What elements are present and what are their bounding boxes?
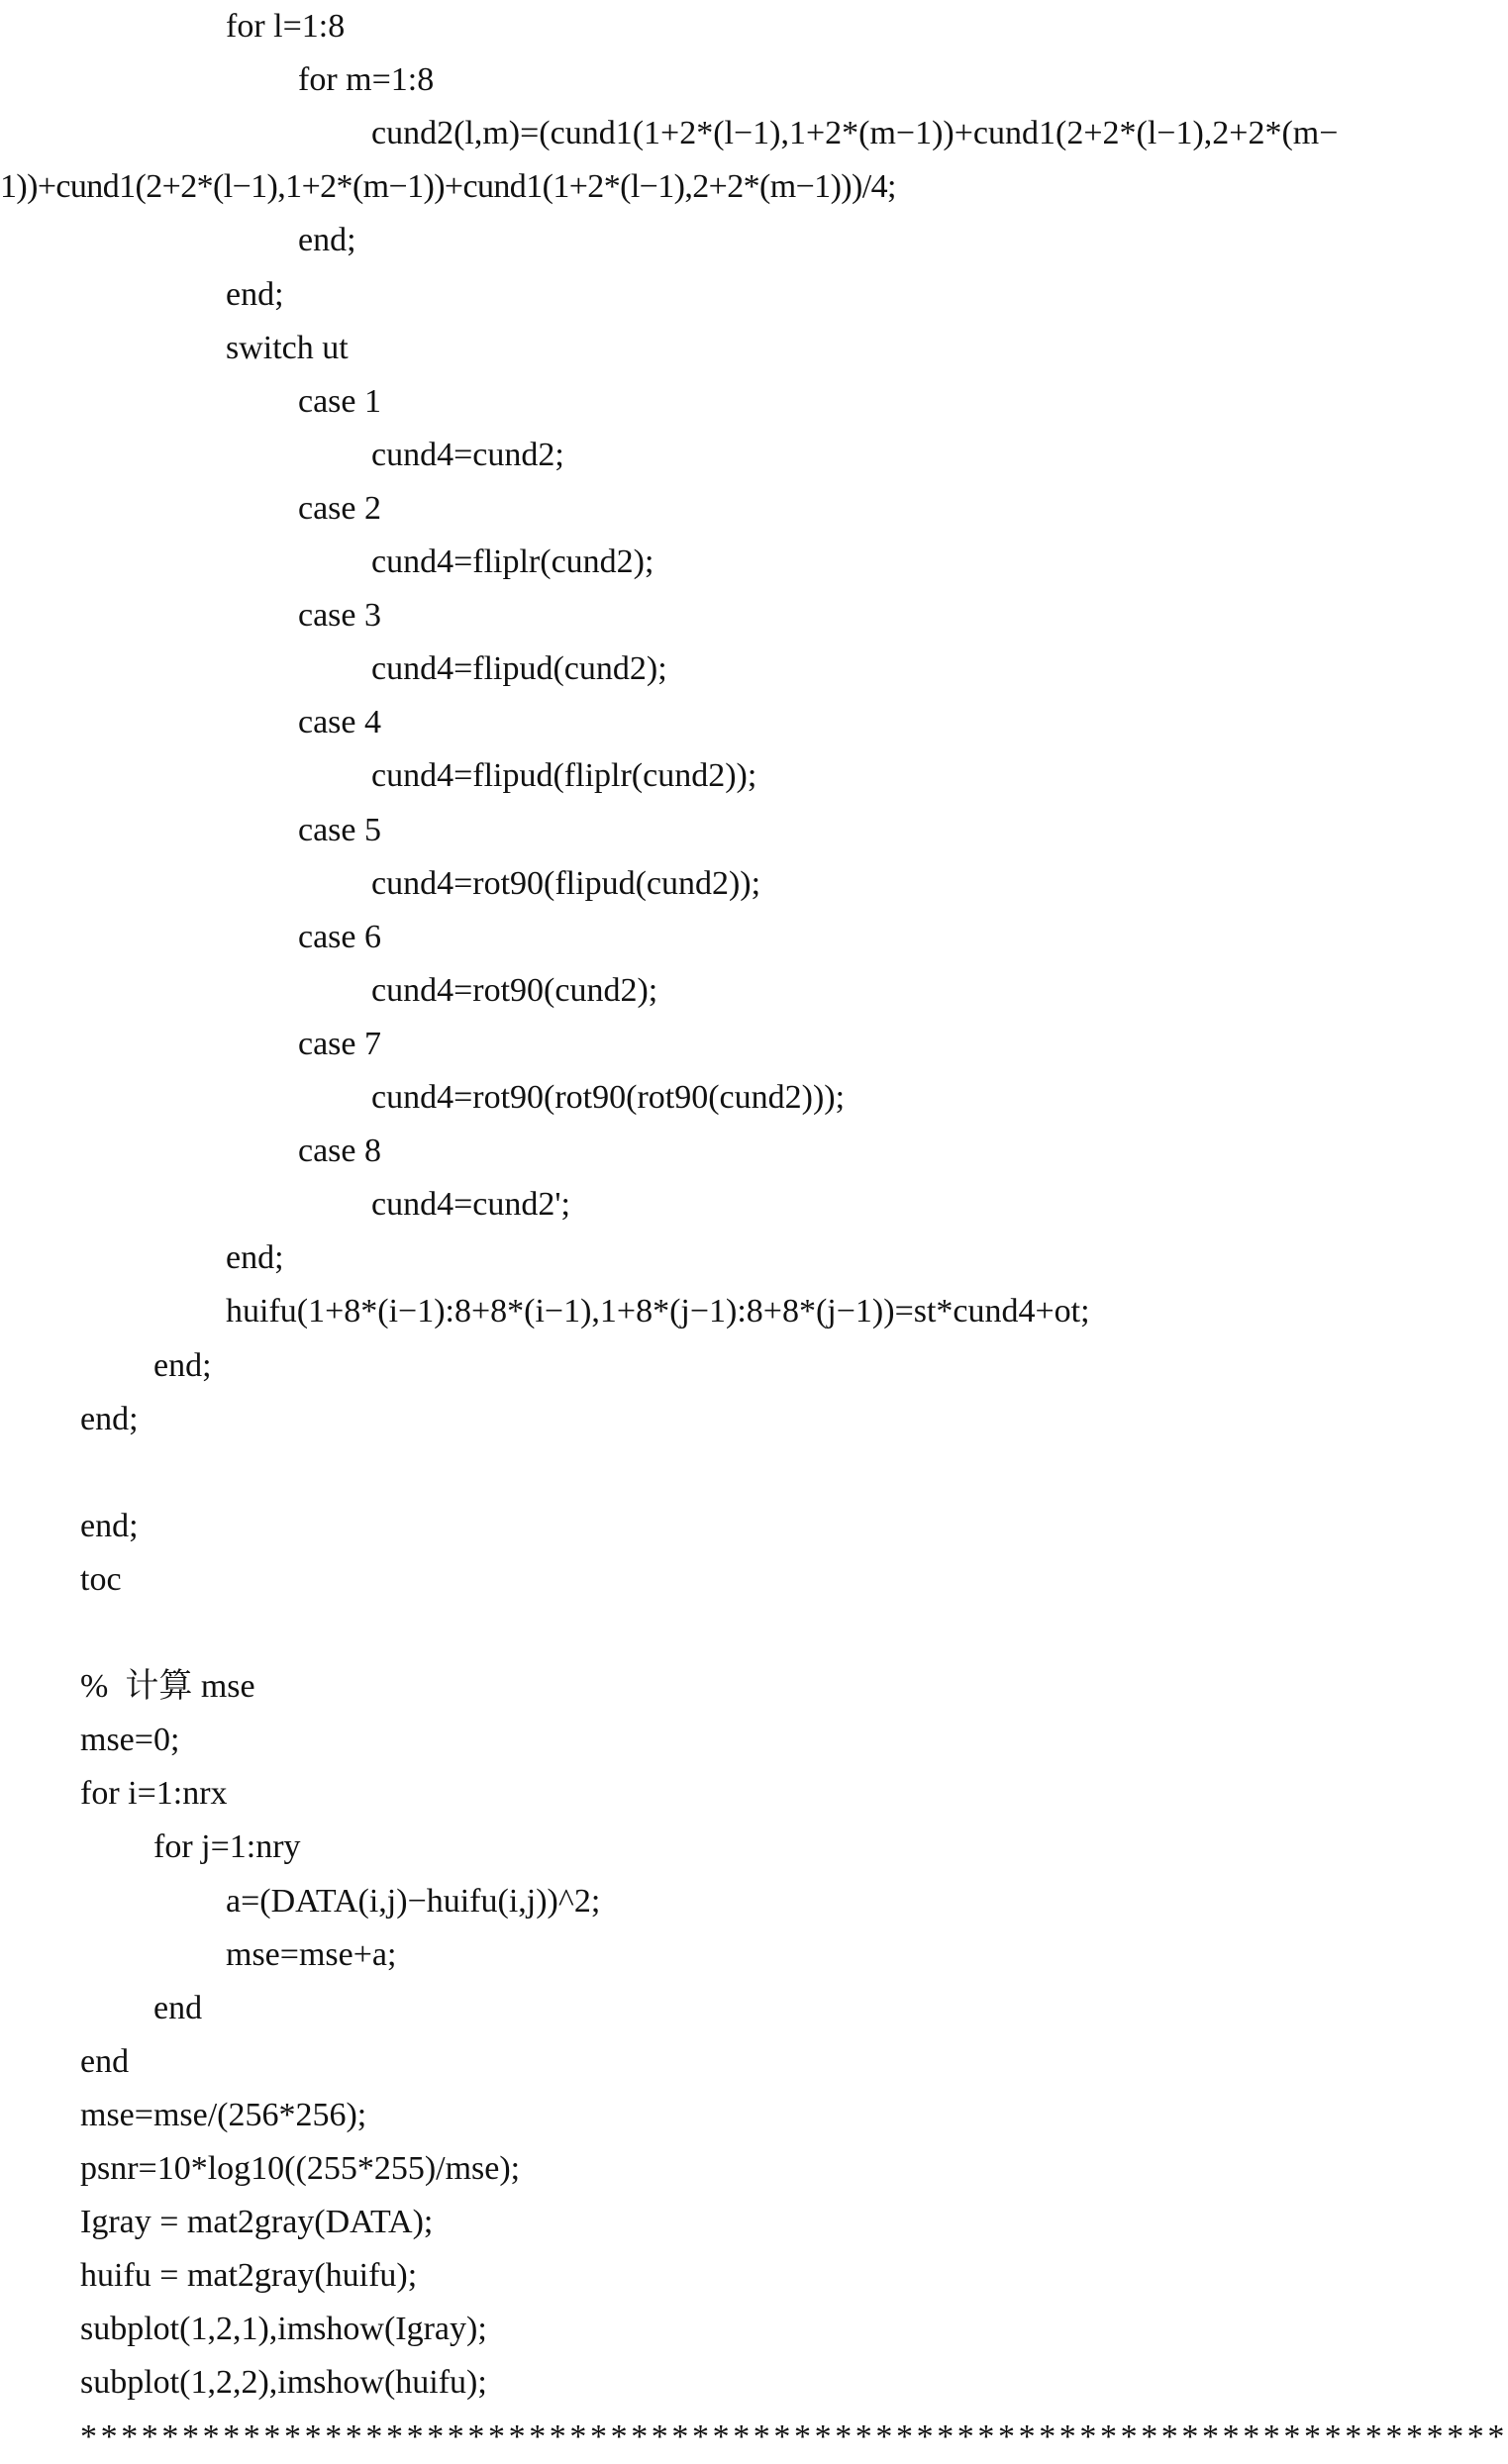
code-line: ********************************************************************** bbox=[80, 2417, 1508, 2455]
code-line: case 5 bbox=[298, 811, 382, 848]
code-line: subplot(1,2,2),imshow(huifu); bbox=[80, 2364, 487, 2402]
code-line: cund4=rot90(rot90(rot90(cund2))); bbox=[371, 1079, 846, 1116]
code-line: switch ut bbox=[226, 329, 349, 366]
code-line: cund4=rot90(cund2); bbox=[371, 971, 658, 1009]
code-line: case 7 bbox=[298, 1025, 382, 1062]
code-line: end bbox=[80, 2042, 130, 2080]
code-line: psnr=10*log10((255*255)/mse); bbox=[80, 2150, 521, 2187]
code-line: cund4=flipud(cund2); bbox=[371, 650, 667, 688]
code-line: huifu(1+8*(i−1):8+8*(i−1),1+8*(j−1):8+8*(j−1))=st*cund4+ot; bbox=[226, 1293, 1090, 1331]
code-line: case 2 bbox=[298, 489, 382, 527]
code-line: end; bbox=[226, 1239, 284, 1277]
code-line: end; bbox=[153, 1346, 212, 1384]
code-line: mse=0; bbox=[80, 1722, 180, 1759]
code-line: mse=mse/(256*256); bbox=[80, 2096, 367, 2133]
code-line: cund4=cund2'; bbox=[371, 1186, 570, 1224]
code-line: mse=mse+a; bbox=[226, 1935, 397, 1973]
code-line: case 1 bbox=[298, 382, 382, 420]
code-line: cund4=flipud(fliplr(cund2)); bbox=[371, 757, 757, 795]
blank-line bbox=[0, 1607, 1411, 1660]
code-line: case 8 bbox=[298, 1133, 382, 1170]
code-line: case 4 bbox=[298, 704, 382, 741]
code-line: subplot(1,2,1),imshow(Igray); bbox=[80, 2311, 487, 2348]
code-line: end bbox=[153, 1989, 203, 2026]
code-line: for i=1:nrx bbox=[80, 1775, 228, 1813]
code-line: end; bbox=[298, 222, 356, 259]
code-line: cund4=fliplr(cund2); bbox=[371, 543, 654, 580]
code-line: Igray = mat2gray(DATA); bbox=[80, 2204, 434, 2241]
code-line: % 计算 mse bbox=[80, 1668, 255, 1706]
code-line: end; bbox=[80, 1400, 139, 1437]
code-line: end; bbox=[80, 1507, 139, 1544]
code-line: case 6 bbox=[298, 918, 382, 955]
code-line: cund2(l,m)=(cund1(1+2*(l−1),1+2*(m−1))+cund1(2+2*(l−1),2+2*(m− bbox=[371, 115, 1339, 152]
code-line: for l=1:8 bbox=[226, 8, 346, 45]
code-line: case 3 bbox=[298, 597, 382, 635]
blank-line bbox=[0, 1446, 1411, 1500]
code-line: end; bbox=[226, 275, 284, 313]
code-line: toc bbox=[80, 1560, 122, 1598]
code-line: for j=1:nry bbox=[153, 1828, 301, 1866]
code-line: cund4=rot90(flipud(cund2)); bbox=[371, 864, 761, 902]
code-line: 1))+cund1(2+2*(l−1),1+2*(m−1))+cund1(1+2*(l−1),2+2*(m−1)))/4; bbox=[0, 168, 896, 206]
code-line: for m=1:8 bbox=[298, 61, 435, 99]
code-line: a=(DATA(i,j)−huifu(i,j))^2; bbox=[226, 1882, 601, 1920]
code-line: huifu = mat2gray(huifu); bbox=[80, 2257, 418, 2295]
code-line: cund4=cund2; bbox=[371, 436, 564, 473]
